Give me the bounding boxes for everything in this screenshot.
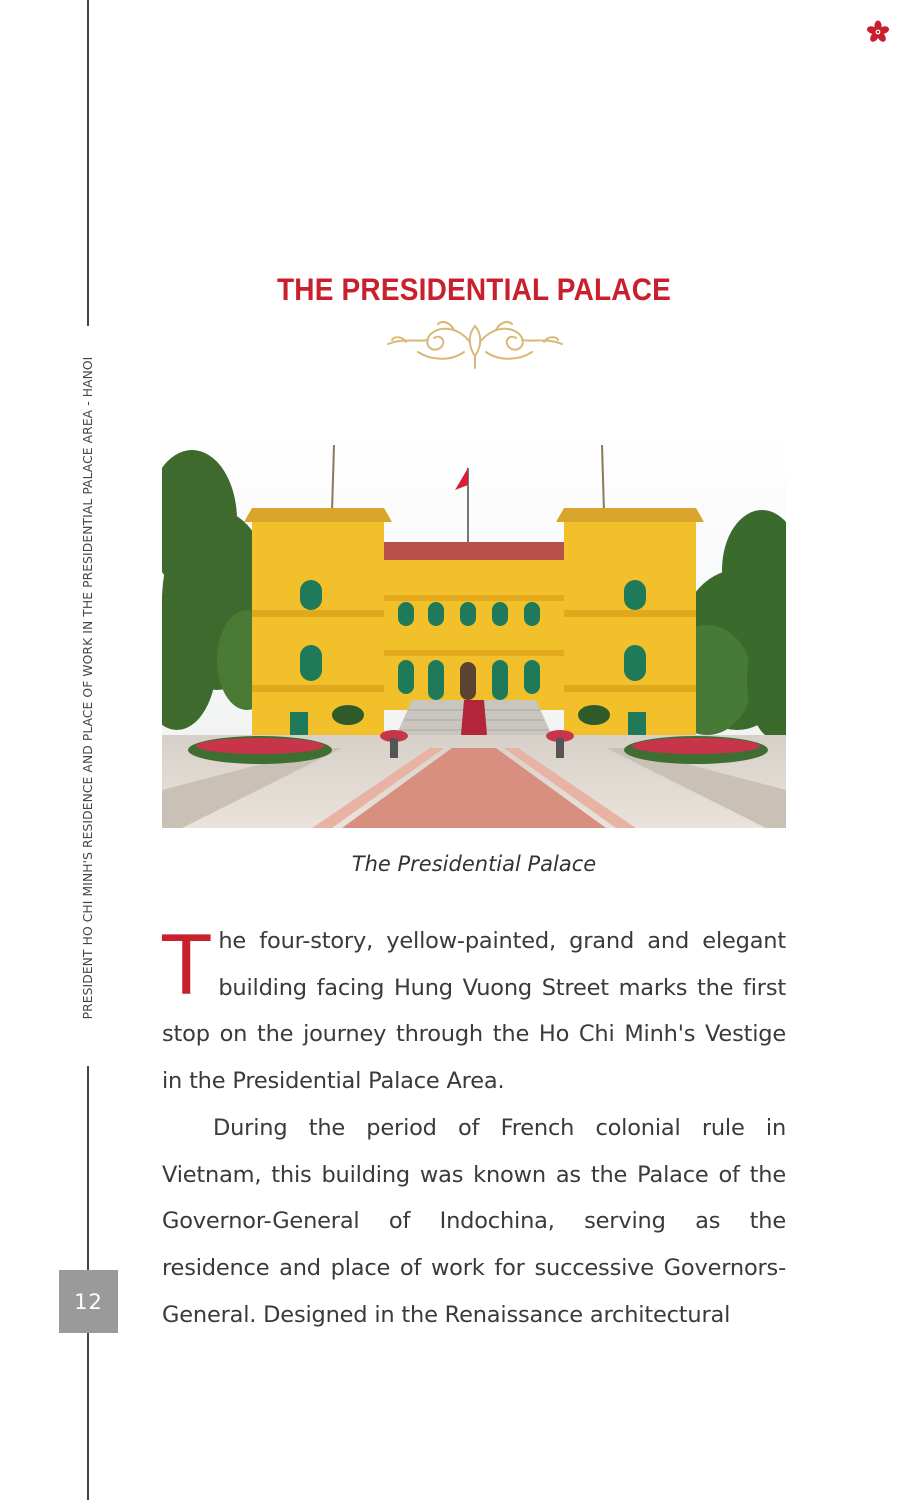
drop-cap: T (160, 917, 213, 1013)
body-text (162, 918, 786, 1338)
gold-scroll-ornament-icon (384, 316, 566, 370)
margin-rule-middle (87, 1066, 89, 1270)
margin-rule-bottom (87, 1333, 89, 1500)
page-number: 12 (59, 1270, 118, 1333)
paragraph-1-text: he four-story, yellow-painted, grand and elegant building facing Hung Vuong Street marks the first stop on the journey through the Ho Chi Minh's Vestige in the Presidential Palace Area. (162, 928, 786, 1095)
red-flower-icon (866, 20, 890, 44)
running-header-vertical: PRESIDENT HO CHI MINH'S RESIDENCE AND PLACE OF WORK IN THE PRESIDENTIAL PALACE AREA - HANOI (81, 356, 95, 1020)
photo-caption: The Presidential Palace (351, 852, 597, 876)
margin-rule-top (87, 0, 89, 326)
paragraph-1 (162, 918, 786, 1105)
presidential-palace-photo (162, 430, 786, 828)
page-title: THE PRESIDENTIAL PALACE (276, 272, 672, 307)
paragraph-2: During the period of French colonial rule in Vietnam, this building was known as the Palace of the Governor-General of Indochina, serving as the residence and place of work for successive Governors-General. Designed in the Renaissance architectural (162, 1114, 786, 1328)
